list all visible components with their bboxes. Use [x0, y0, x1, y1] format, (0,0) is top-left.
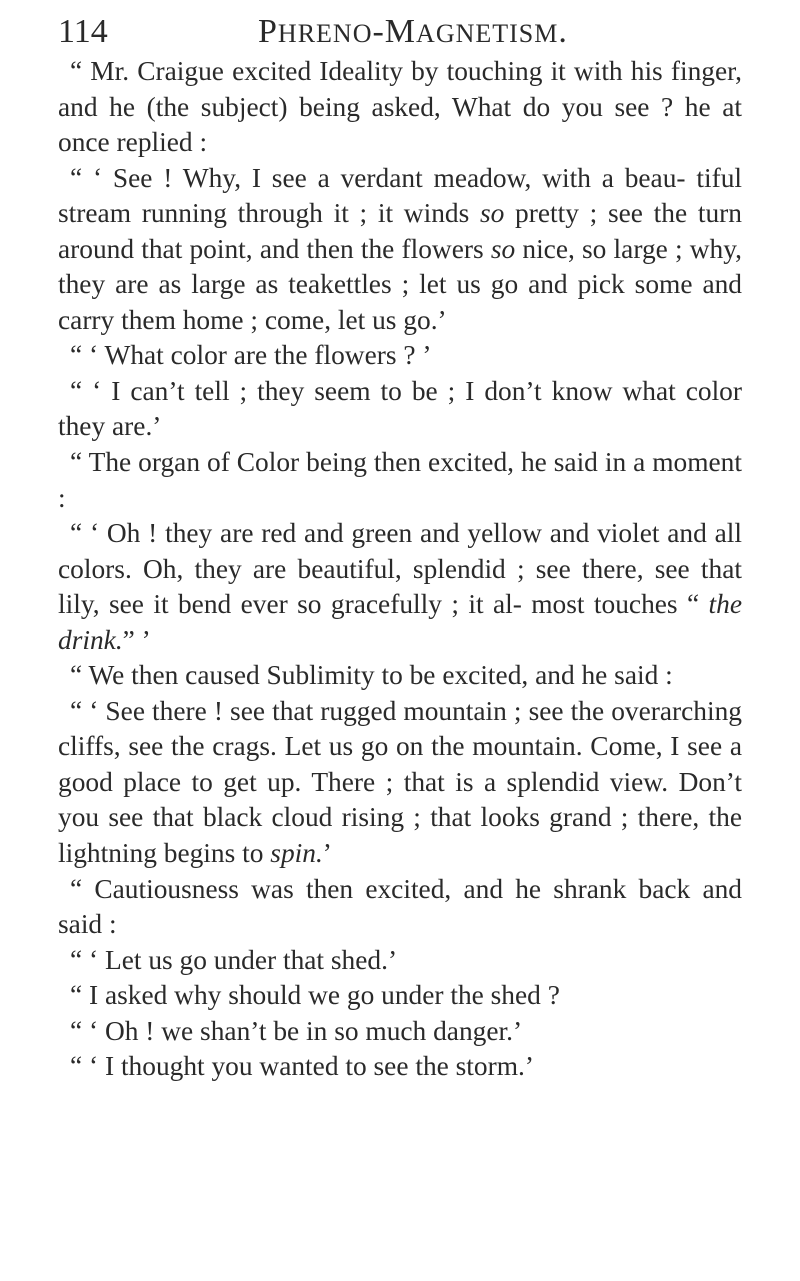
- body-text: [58, 54, 742, 1085]
- running-title-small-caps-2: AGNETISM: [416, 19, 559, 48]
- paragraph-asked-why: “ I asked why should we go under the shed ?: [70, 980, 560, 1011]
- paragraph-danger: “ ‘ Oh ! we shan’t be in so much danger.’: [70, 1015, 523, 1046]
- running-title-initial-p: P: [258, 13, 278, 50]
- paragraph-sublimity: “ We then caused Sublimity to be excited, and he said :: [70, 660, 673, 691]
- paragraph-mountain: “ ‘ See there ! see that rugged mountain ; see the overarching cliffs, see the crags. Let us go on the mountain. Come, I see a good place to get up. There ; that is a splendid view. Don’t you see that black cloud rising ; that looks grand ; there, the lightning begins to spin.’: [58, 695, 742, 869]
- paragraph-question-color: “ ‘ What color are the flowers ? ’: [70, 340, 432, 371]
- paragraph-shed: “ ‘ Let us go under that shed.’: [70, 944, 398, 975]
- paragraph-ideality: “ Mr. Craigue excited Ideality by touching it with his finger, and he (the subject) being asked, What do you see ? he at once replied :: [58, 56, 742, 158]
- page-number: 114: [58, 13, 108, 50]
- running-title-small-caps-1: HRENO: [277, 19, 373, 48]
- paragraph-storm: “ ‘ I thought you wanted to see the storm.’: [70, 1051, 535, 1082]
- paragraph-cant-tell: “ ‘ I can’t tell ; they seem to be ; I don’t know what color they are.’: [58, 375, 742, 442]
- paragraph-meadow: “ ‘ See ! Why, I see a verdant meadow, with a beau- tiful stream running through it ; it winds so pretty ; see the turn around that point, and then the flowers so nice, so large ; why, they are as large as teakettles ; let us go and pick some and carry them home ; come, let us go.’: [58, 162, 742, 335]
- running-title-initial-m: -M: [372, 13, 417, 50]
- running-title: [258, 8, 568, 58]
- paragraph-all-colors: “ ‘ Oh ! they are red and green and yellow and violet and all colors. Oh, they are beautiful, splendid ; see there, see that lily, see it bend ever so gracefully ; it al- most touches “ the drink.” ’: [58, 518, 742, 655]
- page-header: [58, 8, 742, 56]
- running-title-period: .: [558, 13, 568, 50]
- paragraph-cautiousness: “ Cautiousness was then excited, and he shrank back and said :: [58, 873, 742, 940]
- paragraph-organ-color: “ The organ of Color being then excited, he said in a moment :: [58, 447, 742, 513]
